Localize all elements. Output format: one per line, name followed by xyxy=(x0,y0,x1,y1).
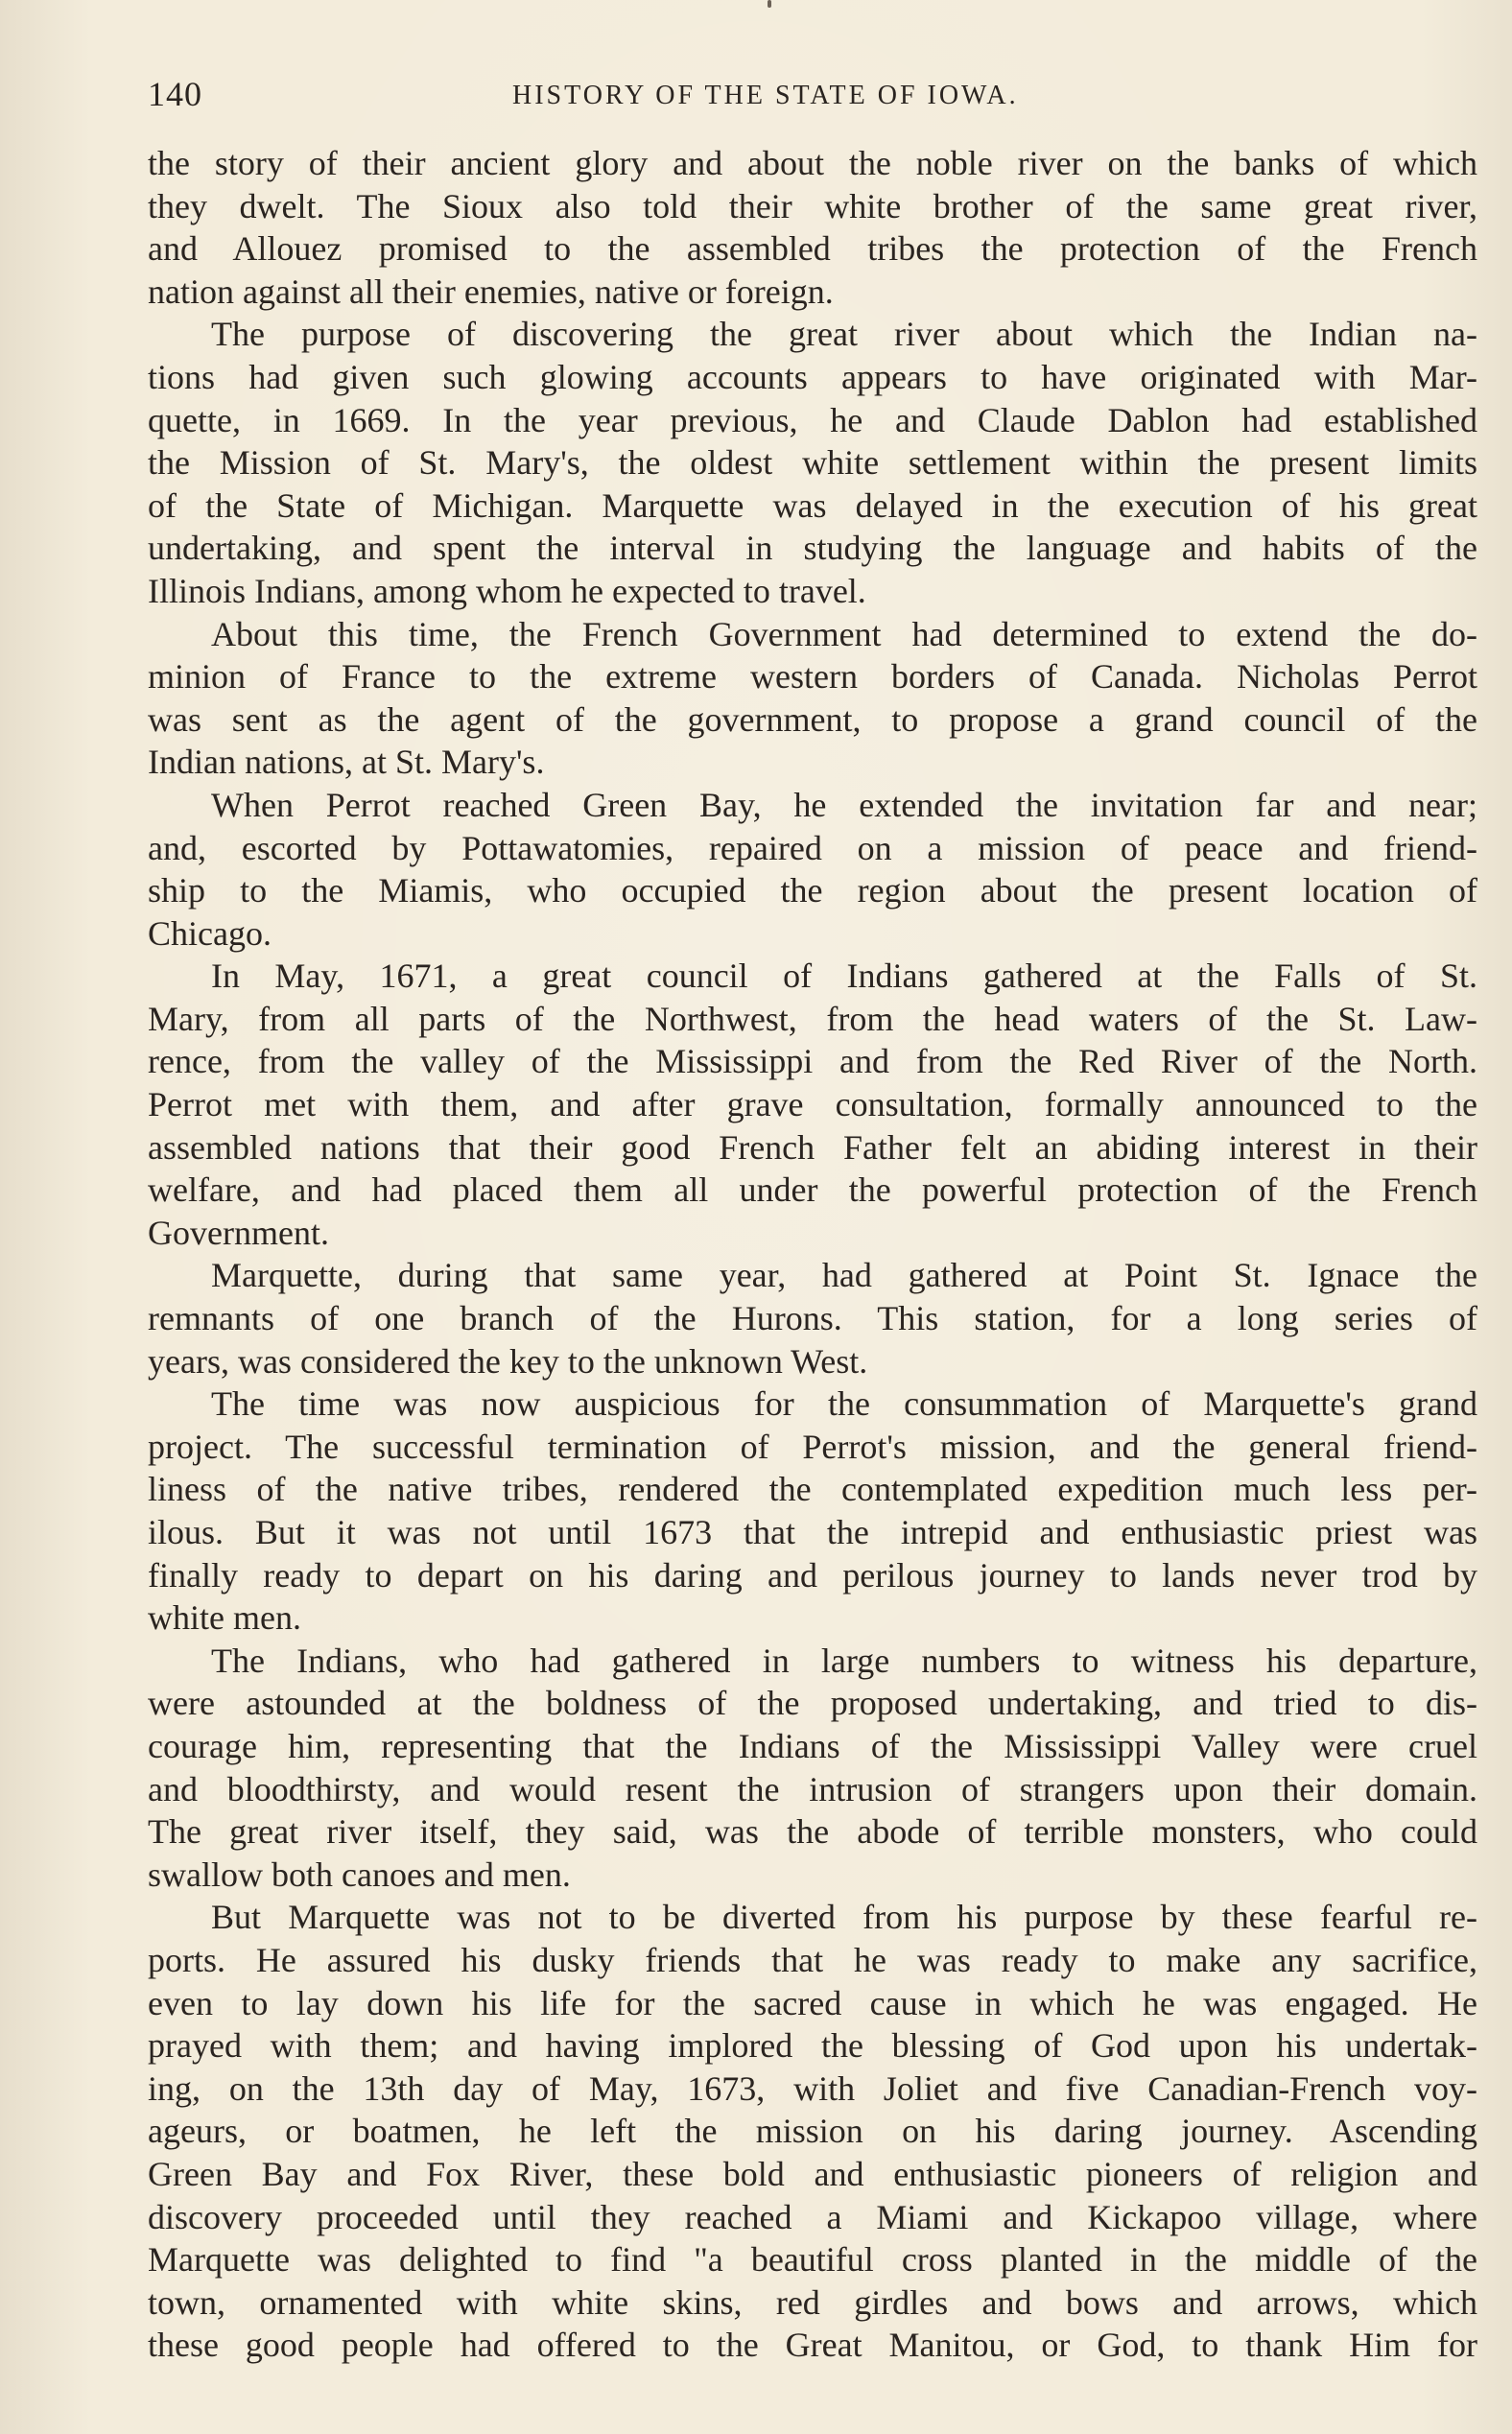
text-line: years, was considered the key to the unknown West. xyxy=(148,1341,868,1381)
text-line: and bloodthirsty, and would resent the intrusion of strangers upon their domain. xyxy=(148,1769,1477,1808)
text-line: When Perrot reached Green Bay, he extended the invitation far and near; xyxy=(211,785,1477,824)
text-line: Perrot met with them, and after grave consultation, formally announced to the xyxy=(148,1085,1477,1124)
text-line: Marquette, during that same year, had gathered at Point St. Ignace the xyxy=(211,1256,1477,1295)
text-line: ageurs, or boatmen, he left the mission on his daring journey. Ascending xyxy=(148,2112,1477,2151)
text-line: The time was now auspicious for the consummation of Marquette's grand xyxy=(211,1384,1477,1424)
text-line: finally ready to depart on his daring and perilous journey to lands never trod by xyxy=(148,1555,1477,1595)
text-line: undertaking, and spent the interval in studying the language and habits of the xyxy=(148,529,1477,568)
text-line: of the State of Michigan. Marquette was delayed in the execution of his great xyxy=(148,485,1477,525)
text-line: Illinois Indians, among whom he expected to travel. xyxy=(148,571,866,610)
text-line: rence, from the valley of the Mississippi and from the Red River of the North. xyxy=(148,1042,1477,1081)
text-line: liness of the native tribes, rendered the contemplated expedition much less per- xyxy=(148,1470,1477,1509)
text-line: Chicago. xyxy=(148,913,272,953)
text-line: ing, on the 13th day of May, 1673, with Joliet and five Canadian-French voy- xyxy=(148,2068,1477,2108)
text-line: tions had given such glowing accounts appears to have originated with Mar- xyxy=(148,357,1477,396)
text-line: town, ornamented with white skins, red girdles and bows and arrows, which xyxy=(148,2282,1477,2322)
text-line: ilous. But it was not until 1673 that the intrepid and enthusiastic priest was xyxy=(148,1513,1477,1551)
text-line: The Indians, who had gathered in large numbers to witness his departure, xyxy=(211,1641,1477,1680)
text-line: and, escorted by Pottawatomies, repaired on a mission of peace and friend- xyxy=(148,828,1477,867)
text-line: nation against all their enemies, native or foreign. xyxy=(148,272,834,311)
text-line: welfare, and had placed them all under the powerful protection of the French xyxy=(148,1170,1477,1210)
text-line: Mary, from all parts of the Northwest, from the head waters of the St. Law- xyxy=(148,999,1477,1038)
text-line: Green Bay and Fox River, these bold and enthusiastic pioneers of religion and xyxy=(148,2154,1477,2193)
text-line: Government. xyxy=(148,1213,329,1252)
text-line: quette, in 1669. In the year previous, he and Claude Dablon had established xyxy=(148,400,1477,439)
text-line: ship to the Miamis, who occupied the region about the present location of xyxy=(148,871,1477,910)
text-line: courage him, representing that the Indians of the Mississippi Valley were cruel xyxy=(148,1726,1477,1765)
text-line: But Marquette was not to be diverted from his purpose by these fearful re- xyxy=(211,1898,1477,1937)
text-line: The great river itself, they said, was the abode of terrible monsters, who could xyxy=(148,1812,1477,1852)
text-line: they dwelt. The Sioux also told their white brother of the same great river, xyxy=(148,186,1477,225)
ink-speck xyxy=(768,0,771,8)
text-line: these good people had offered to the Great Manitou, or God, to thank Him for xyxy=(148,2326,1477,2365)
text-line: was sent as the agent of the government, to propose a grand council of the xyxy=(148,699,1477,739)
text-line: minion of France to the extreme western borders of Canada. Nicholas Perrot xyxy=(148,657,1477,697)
text-line: discovery proceeded until they reached a Miami and Kickapoo village, where xyxy=(148,2197,1477,2236)
text-line: remnants of one branch of the Hurons. This station, for a long series of xyxy=(148,1299,1477,1338)
text-line: Marquette was delighted to find "a beautiful cross planted in the middle of the xyxy=(148,2240,1477,2280)
text-line: project. The successful termination of Perrot's mission, and the general friend- xyxy=(148,1427,1477,1466)
text-line: swallow both canoes and men. xyxy=(148,1855,571,1894)
body-text xyxy=(148,142,1477,2367)
text-line: In May, 1671, a great council of Indians gathered at the Falls of St. xyxy=(211,957,1477,996)
page-number: 140 xyxy=(148,75,202,113)
running-head xyxy=(148,73,1477,115)
text-line: and Allouez promised to the assembled tribes the protection of the French xyxy=(148,229,1477,269)
text-line: the story of their ancient glory and about the noble river on the banks of which xyxy=(148,144,1477,182)
text-line: Indian nations, at St. Mary's. xyxy=(148,743,545,782)
text-line: even to lay down his life for the sacred cause in which he was engaged. He xyxy=(148,1983,1477,2022)
text-line: assembled nations that their good French Father felt an abiding interest in their xyxy=(148,1127,1477,1167)
text-line: The purpose of discovering the great river about which the Indian na- xyxy=(211,315,1477,354)
text-line: the Mission of St. Mary's, the oldest white settlement within the present limits xyxy=(148,443,1477,483)
text-line: About this time, the French Government had determined to extend the do- xyxy=(211,614,1477,653)
text-line: were astounded at the boldness of the proposed undertaking, and tried to dis- xyxy=(148,1684,1477,1723)
text-line: white men. xyxy=(148,1598,301,1638)
text-line: ports. He assured his dusky friends that he was ready to make any sacrifice, xyxy=(148,1940,1477,1979)
running-title: HISTORY OF THE STATE OF IOWA. xyxy=(512,81,1019,110)
text-line: prayed with them; and having implored the blessing of God upon his undertak- xyxy=(148,2026,1477,2066)
